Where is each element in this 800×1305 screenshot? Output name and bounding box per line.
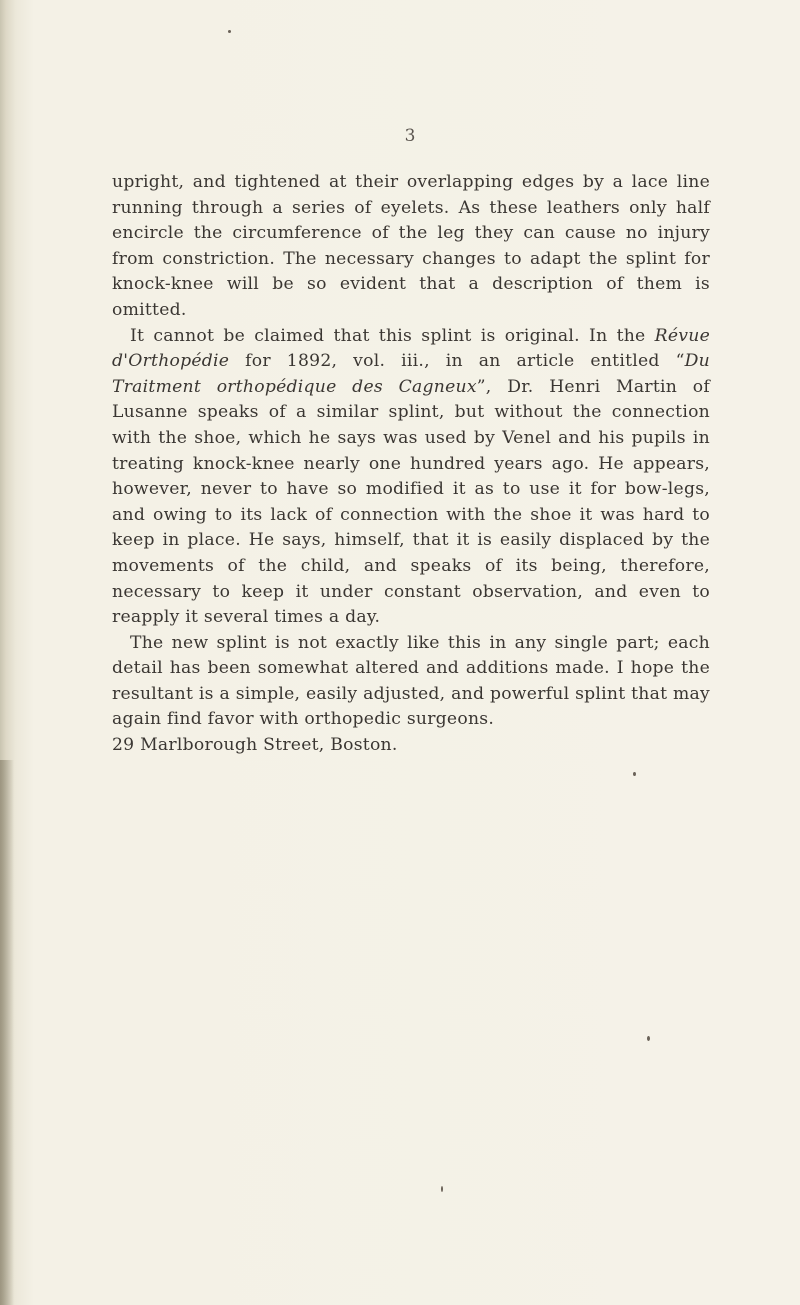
article-title: Du Traitment orthopédique des Cagneux — [112, 351, 710, 397]
paragraph-3: The new splint is not exactly like this in any single part; each detail has been somewhat altered and additions made. I hope the resultant is a simple, easily adjusted, and powerful splint that may again find favor with orthopedic surgeons. — [112, 632, 710, 730]
paragraph-1: upright, and tightened at their overlapping edges by a lace line running through a series of eyelets. As these leathers only half encircle the circumference of the leg they can cause no injury from constriction. The necessary changes to adapt the splint for knock-knee will be so evident that a description of them is omitted. — [112, 172, 710, 320]
journal-title: Révue d'Orthopédie — [112, 325, 710, 372]
page-number: 3 — [404, 126, 416, 146]
paragraph-2-text-a: It cannot be claimed that this splint is original. In the — [130, 325, 655, 346]
ink-speck — [228, 30, 231, 33]
paragraph-2-text-c: ”, Dr. Henri Martin of Lusanne speaks of a similar splint, but without the connection with the shoe, which he says was used by Venel and his pupils in treating knock-knee nearly one hundred years ago. He appears, however, never to have so modified it as to use it for bow-legs, and owing to its lack of connection with the shoe it was hard to keep in place. He says, himself, that it is easily displaced by the movements of the child, and speaks of its being, therefore, necessary to keep it under constant observation, and even to reapply it several times a day. — [112, 376, 710, 628]
ink-speck — [633, 772, 636, 776]
paragraph-2-text-b: for 1892, vol. iii., in an article entitled “ — [229, 351, 685, 372]
ink-speck — [647, 1036, 650, 1041]
author-address: 29 Marlborough Street, Boston. — [112, 735, 398, 756]
body-text — [112, 170, 710, 759]
paragraph-2 — [112, 324, 710, 631]
ink-speck — [441, 1186, 443, 1192]
page-edge-stain — [0, 760, 14, 1305]
